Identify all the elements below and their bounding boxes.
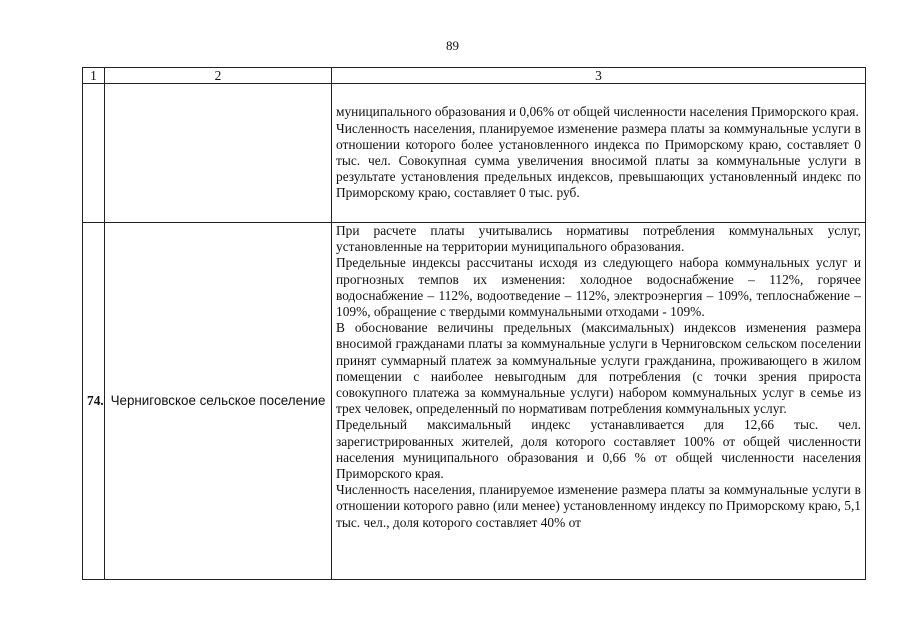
description-cell [332,84,866,223]
table-row [83,223,866,580]
paragraph: При расчете платы учитывались нормативы потребления коммунальных услуг, установленные на территории муниципального образования. [336,223,861,255]
page-number: 89 [446,38,459,53]
paragraph: Предельный максимальный индекс устанавливается для 12,66 тыс. чел. зарегистрированных жителей, доля которого составляет 100% от общей численности населения муниципального образования и 0,66 % от общей численности населения Приморского края. [336,417,861,482]
document-table [82,67,866,580]
paragraph: Численность населения, планируемое изменение размера платы за коммунальные услуги в отношении которого равно (или менее) установленному индексу по Приморскому краю, 5,1 тыс. чел., доля которого составляет 40% от [336,482,861,530]
column-header-2: 2 [105,68,332,84]
paragraph: муниципального образования и 0,06% от общей численности населения Приморского края. [336,104,859,120]
row-number [83,84,105,223]
municipality-name: Черниговское сельское поселение [105,223,332,580]
municipality-name [105,84,332,223]
table-row [83,84,866,223]
paragraph: В обоснование величины предельных (максимальных) индексов изменения размера вносимой гражданами платы за коммунальные услуги в Черниговском сельском поселении принят суммарный платеж за коммунальные услуги гражданина, проживающего в жилом помещении с наиболее невыгодным для потребления (с точки зрения прироста совокупного платежа за коммунальные услуги) набором коммунальных услуг в семье из трех человек, определенный по нормативам потребления коммунальных услуг. [336,320,861,417]
column-header-3: 3 [332,68,866,84]
description-cell [332,223,866,580]
paragraph: Предельные индексы рассчитаны исходя из следующего набора коммунальных услуг и прогнозных темпов их изменения: холодное водоснабжение – 112%, горячее водоснабжение – 112%, водоотведение – 112%, электроэнергия – 109%, теплоснабжение – 109%, обращение с твердыми коммунальными отходами - 109%. [336,255,861,320]
row-number: 74. [83,223,105,580]
column-header-1: 1 [83,68,105,84]
paragraph: Численность населения, планируемое изменение размера платы за коммунальные услуги в отношении которого более установленного индекса по Приморскому краю, составляет 0 тыс. чел. Совокупная сумма увеличения вносимой платы за коммунальные услуги в результате установления предельных индексов, превышающих установленный индекс по Приморскому краю, составляет 0 тыс. руб. [336,120,861,201]
table-header-row [83,68,866,84]
